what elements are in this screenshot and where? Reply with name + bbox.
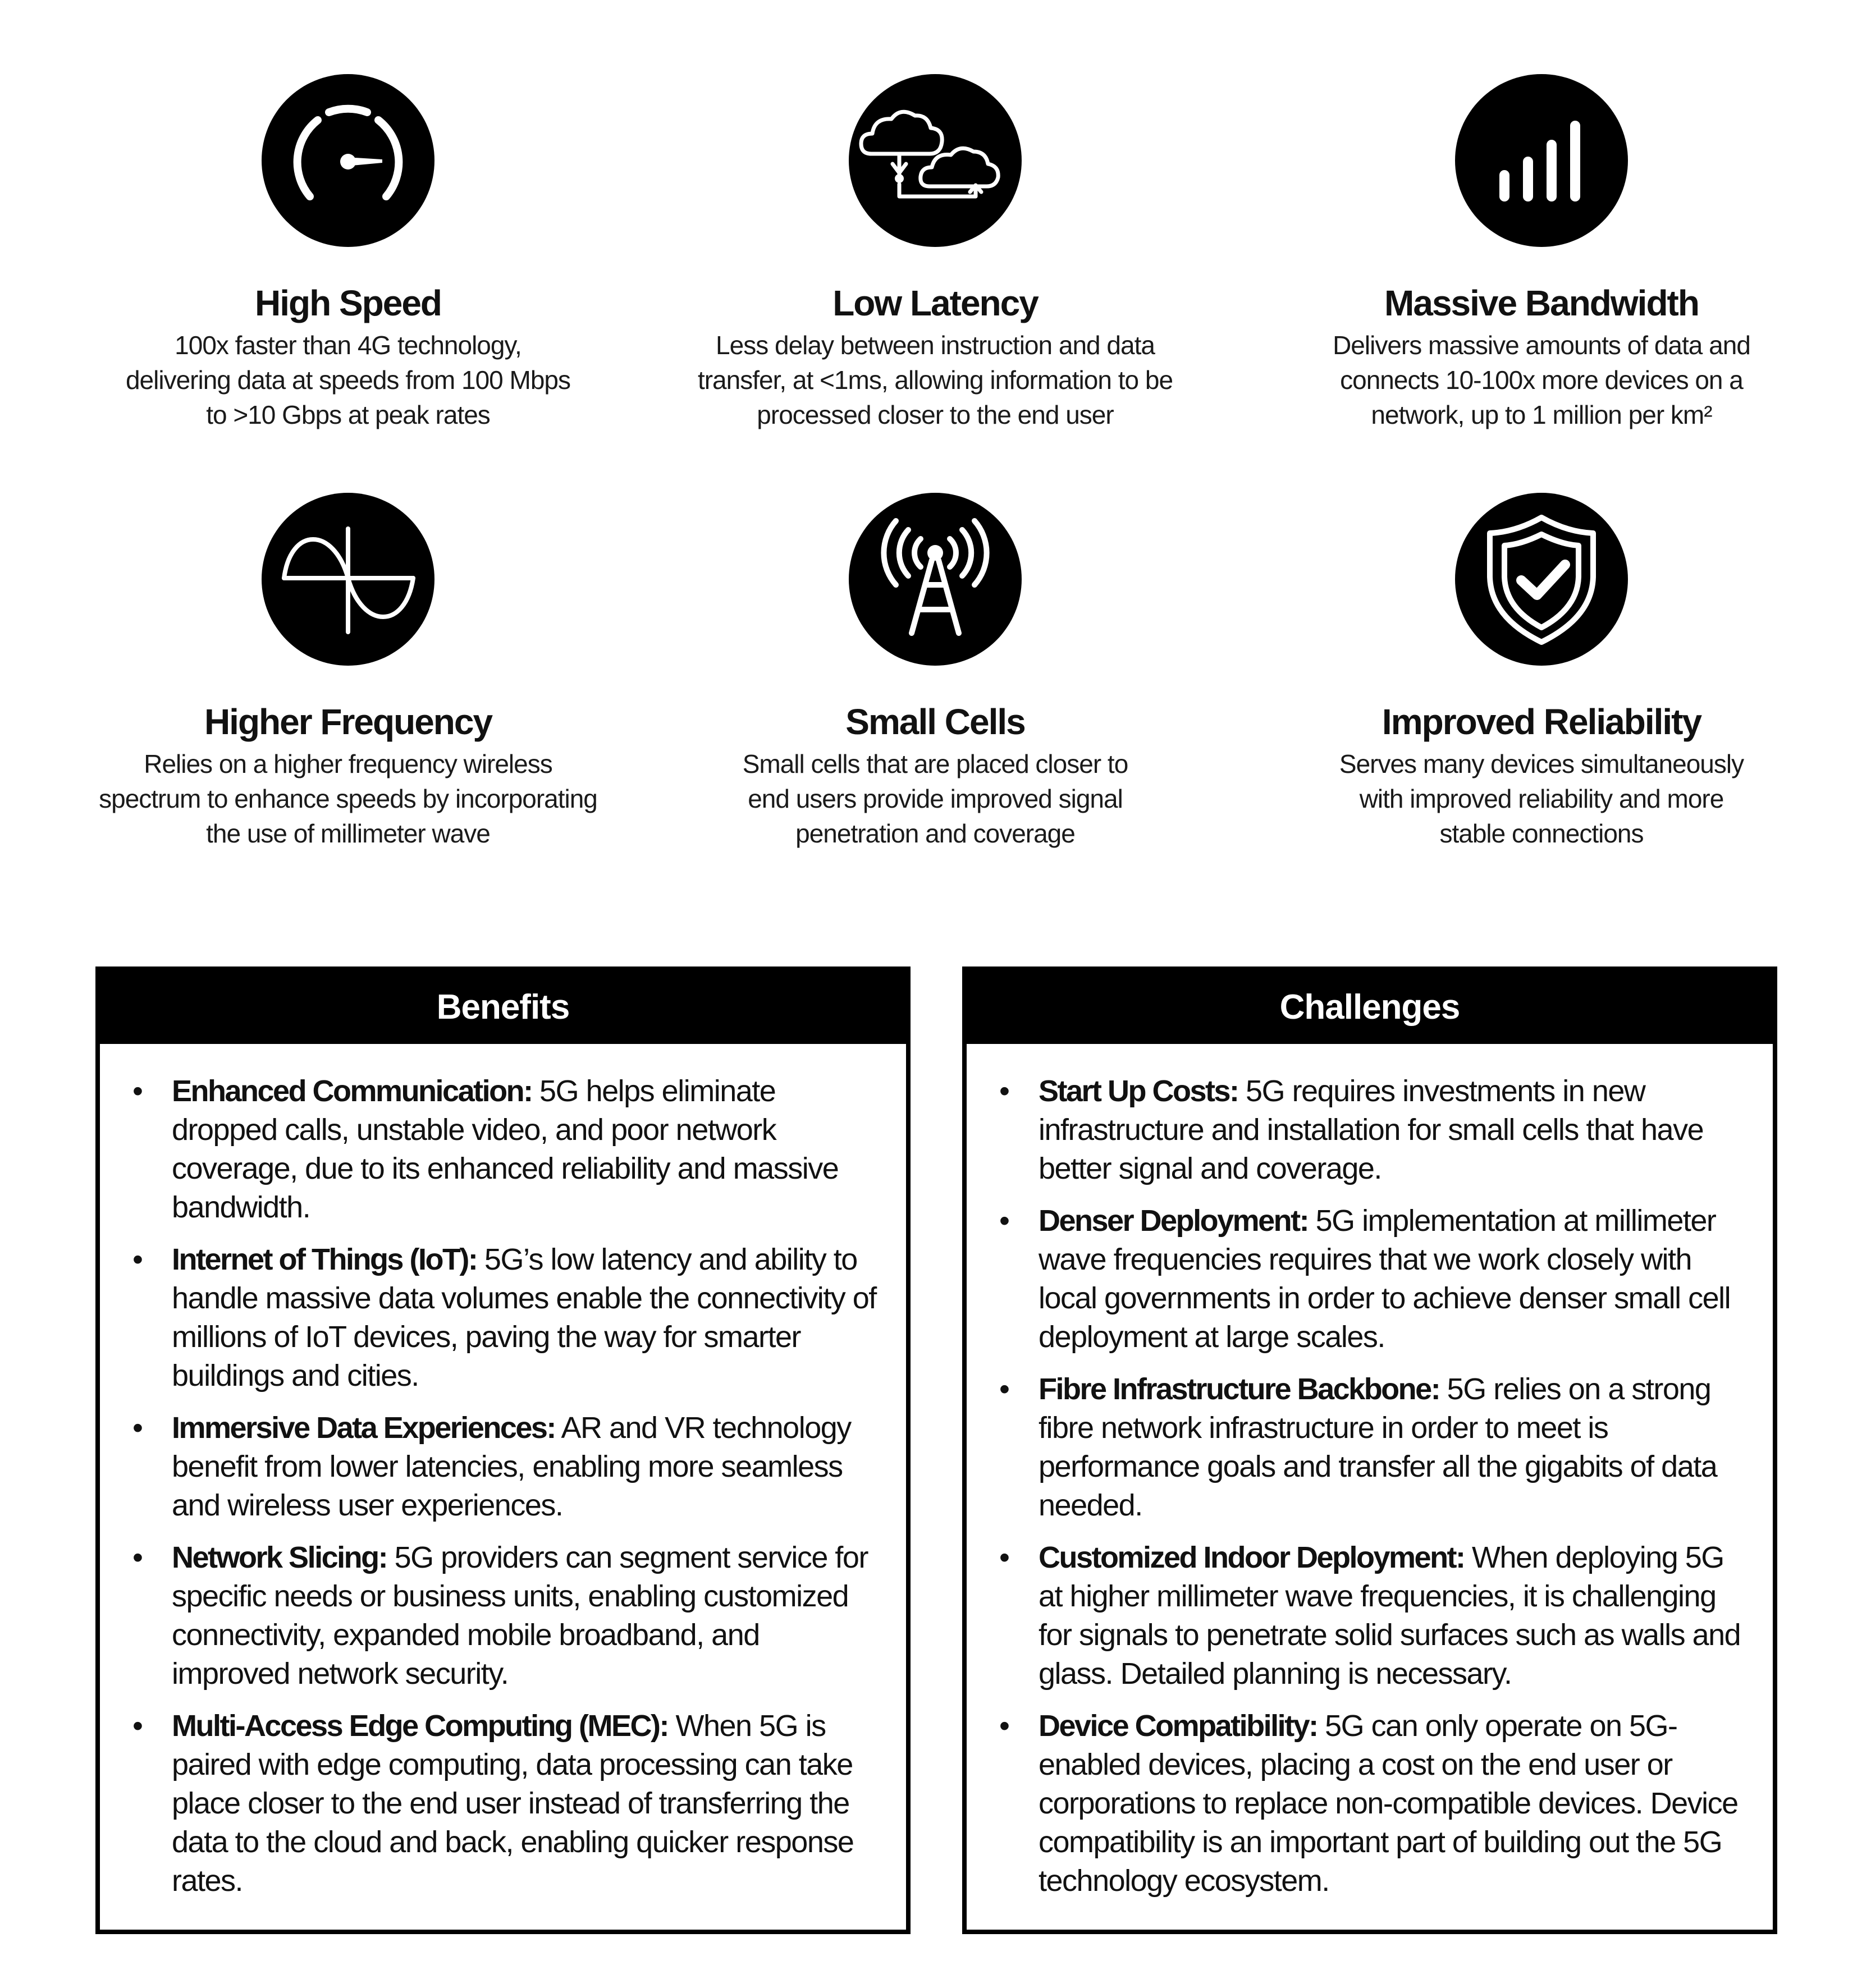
bullet: • <box>999 1541 1009 1574</box>
bullet: • <box>999 1709 1009 1743</box>
shield-check-icon <box>1455 493 1628 666</box>
feature-title: Low Latency <box>832 283 1038 323</box>
bullet: • <box>999 1074 1009 1108</box>
list-item: • Multi-Access Edge Computing (MEC): When 5G is paired with edge computing, data processing can take place closer to the end user instead of transferring the data to the cloud and back, enabling quicker response rates. <box>100 1707 884 1900</box>
feature-title: Massive Bandwidth <box>1384 283 1699 323</box>
feature-description: Delivers massive amounts of data and connects 10-100x more devices on a network, up to 1 million per km² <box>1333 331 1750 429</box>
sine-wave-icon <box>262 493 434 666</box>
challenges-panel <box>962 966 1777 1934</box>
speedometer-icon <box>262 74 434 247</box>
cell-tower-icon <box>849 493 1022 666</box>
feature-title: High Speed <box>254 283 442 323</box>
feature-description: Small cells that are placed closer to end users provide improved signal penetration and coverage <box>742 749 1128 848</box>
feature-title: Higher Frequency <box>204 702 492 742</box>
benefits-panel <box>95 966 911 1934</box>
list-item: • Fibre Infrastructure Backbone: 5G relies on a strong fibre network infrastructure in order to meet is performance goals and transfer all the gigabits of data needed. <box>967 1370 1750 1525</box>
list-item: • Start Up Costs: 5G requires investments in new infrastructure and installation for small cells that have better signal and coverage. <box>967 1072 1750 1188</box>
bullet: • <box>132 1709 143 1743</box>
list-item: • Enhanced Communication: 5G helps eliminate dropped calls, unstable video, and poor network coverage, due to its enhanced reliability and massive bandwidth. <box>100 1072 884 1227</box>
feature-description: Serves many devices simultaneously with improved reliability and more stable connections <box>1339 749 1744 848</box>
list-item: • Internet of Things (IoT): 5G’s low latency and ability to handle massive data volumes enable the connectivity of millions of IoT devices, paving the way for smarter buildings and cities. <box>100 1240 884 1395</box>
list-item: • Device Compatibility: 5G can only operate on 5G-enabled devices, placing a cost on the end user or corporations to replace non-compatible devices. Device compatibility is an important part of building out the 5G technology ecosystem. <box>967 1707 1750 1900</box>
benefits-header: Benefits <box>100 971 906 1044</box>
bullet: • <box>132 1074 143 1108</box>
challenges-header: Challenges <box>967 971 1773 1044</box>
feature-description: Less delay between instruction and data transfer, at <1ms, allowing information to be processed closer to the end user <box>697 331 1173 429</box>
benefits-list <box>100 1044 906 1900</box>
list-item: • Customized Indoor Deployment: When deploying 5G at higher millimeter wave frequencies, it is challenging for signals to penetrate solid surfaces such as walls and glass. Detailed planning is necessary. <box>967 1538 1750 1693</box>
signal-bars-icon <box>1455 74 1628 247</box>
bullet: • <box>132 1541 143 1574</box>
feature-title: Improved Reliability <box>1381 702 1701 742</box>
list-item: • Immersive Data Experiences: AR and VR technology benefit from lower latencies, enabling more seamless and wireless user experiences. <box>100 1409 884 1525</box>
list-item: • Denser Deployment: 5G implementation at millimeter wave frequencies requires that we work closely with local governments in order to achieve denser small cell deployment at large scales. <box>967 1202 1750 1357</box>
cloud-transfer-icon <box>849 74 1022 247</box>
feature-title: Small Cells <box>845 702 1025 742</box>
feature-description: Relies on a higher frequency wireless spectrum to enhance speeds by incorporating the use of millimeter wave <box>99 749 597 848</box>
list-item: • Network Slicing: 5G providers can segment service for specific needs or business units, enabling customized connectivity, expanded mobile broadband, and improved network security. <box>100 1538 884 1693</box>
bullet: • <box>999 1372 1009 1406</box>
bullet: • <box>999 1204 1009 1238</box>
bullet: • <box>132 1411 143 1445</box>
bullet: • <box>132 1243 143 1276</box>
challenges-list <box>967 1044 1773 1900</box>
feature-description: 100x faster than 4G technology, delivering data at speeds from 100 Mbps to >10 Gbps at peak rates <box>125 331 571 429</box>
